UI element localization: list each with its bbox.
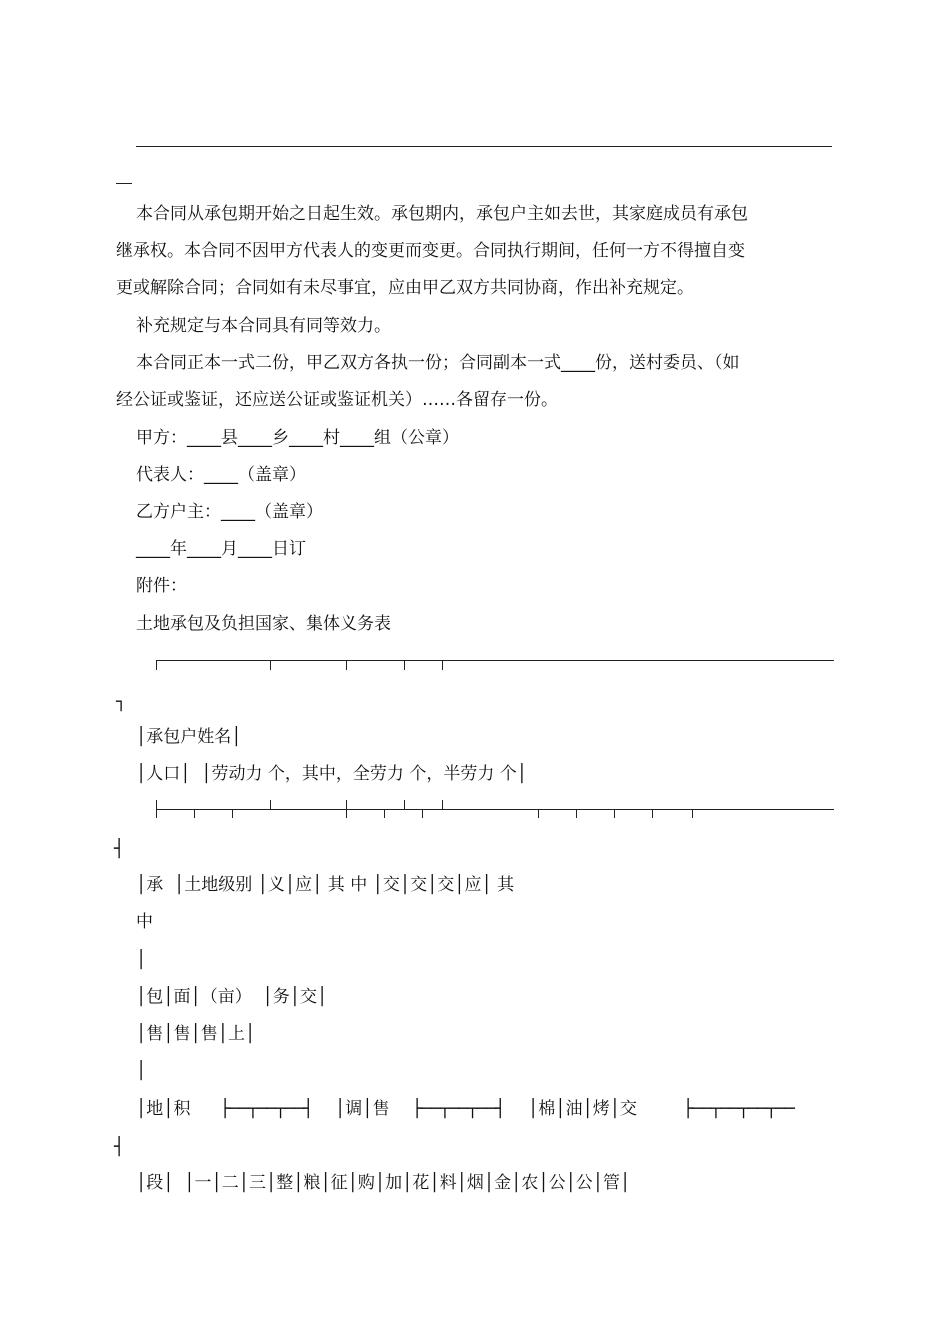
table-grid-segment: ├──┬──┬──┤ bbox=[412, 1099, 505, 1119]
table-tick bbox=[346, 660, 347, 670]
paragraph-1-line-3: 更或解除合同；合同如有未尽事宜，应由甲乙双方共同协商，作出补充规定。 bbox=[116, 278, 694, 298]
top-rule bbox=[136, 146, 832, 147]
table-tick bbox=[404, 660, 405, 670]
table-tick bbox=[156, 660, 157, 670]
table-bar: │ bbox=[136, 1061, 147, 1081]
table-header-row-4-a: │地│积 bbox=[136, 1099, 191, 1119]
signing-date: ____年____月____日订 bbox=[136, 539, 306, 559]
table-header-row-1: │承 │土地级别 │义│应│ 其 中 │交│交│交│应│ 其 bbox=[136, 875, 515, 895]
attachment-label: 附件： bbox=[136, 576, 187, 596]
table-tick bbox=[576, 809, 577, 818]
table-tick bbox=[270, 660, 271, 670]
table-top-border bbox=[156, 660, 834, 661]
table-header-row-5: │段│ │一│二│三│整│粮│征│购│加│花│料│烟│金│农│公│公│管│ bbox=[136, 1173, 631, 1193]
table-tick bbox=[442, 660, 443, 670]
table-header-row-1-wrap: 中 bbox=[136, 912, 153, 932]
paragraph-2: 补充规定与本合同具有同等效力。 bbox=[136, 316, 391, 336]
table-tick bbox=[156, 800, 157, 818]
table-corner: ┐ bbox=[116, 692, 127, 712]
table-corner: ┤ bbox=[114, 839, 125, 859]
table-header-row-4-c: │棉│油│烤│交 bbox=[528, 1099, 637, 1119]
table-corner: ┤ bbox=[114, 1137, 125, 1157]
table-title: 土地承包及负担国家、集体义务表 bbox=[136, 614, 391, 634]
table-row-name: │承包户姓名│ bbox=[136, 727, 242, 747]
table-bar: │ bbox=[136, 950, 147, 970]
top-rule-stub bbox=[116, 183, 132, 184]
representative-signature: 代表人：____（盖章） bbox=[136, 465, 306, 485]
paragraph-3-line-1: 本合同正本一式二份，甲乙双方各执一份；合同副本一式____份，送村委员、（如 bbox=[136, 353, 740, 373]
table-grid-segment: ├──┬──┬──┤ bbox=[220, 1099, 313, 1119]
table-tick bbox=[614, 809, 615, 818]
table-tick bbox=[652, 809, 653, 818]
paragraph-1-line-2: 继承权。本合同不因甲方代表人的变更而变更。合同执行期间，任何一方不得擅自变 bbox=[116, 241, 745, 261]
table-mid-border bbox=[156, 809, 834, 810]
table-tick bbox=[422, 809, 423, 818]
table-header-row-4-b: │调│售 bbox=[335, 1099, 390, 1119]
table-header-row-2: │包│面│（亩） │务│交│ bbox=[136, 987, 328, 1007]
table-tick bbox=[346, 800, 347, 818]
party-a-signature: 甲方：____县____乡____村____组（公章） bbox=[136, 428, 459, 448]
table-row-people: │人口│ │劳动力 个，其中，全劳力 个，半劳力 个│ bbox=[136, 764, 527, 784]
table-tick bbox=[442, 800, 443, 809]
table-tick bbox=[404, 800, 405, 809]
paragraph-3-line-2: 经公证或鉴证，还应送公证或鉴证机关）……各留存一份。 bbox=[116, 390, 558, 410]
table-tick bbox=[384, 809, 385, 818]
party-b-signature: 乙方户主：____（盖章） bbox=[136, 502, 323, 522]
table-tick bbox=[538, 809, 539, 818]
table-grid-segment: ├──┬──┬──┬── bbox=[683, 1099, 794, 1119]
table-header-row-3: │售│售│售│上│ bbox=[136, 1024, 256, 1044]
table-tick bbox=[692, 809, 693, 818]
paragraph-1-line-1: 本合同从承包期开始之日起生效。承包期内，承包户主如去世，其家庭成员有承包 bbox=[136, 204, 748, 224]
table-tick bbox=[270, 800, 271, 809]
table-tick bbox=[194, 809, 195, 818]
table-tick bbox=[232, 809, 233, 818]
